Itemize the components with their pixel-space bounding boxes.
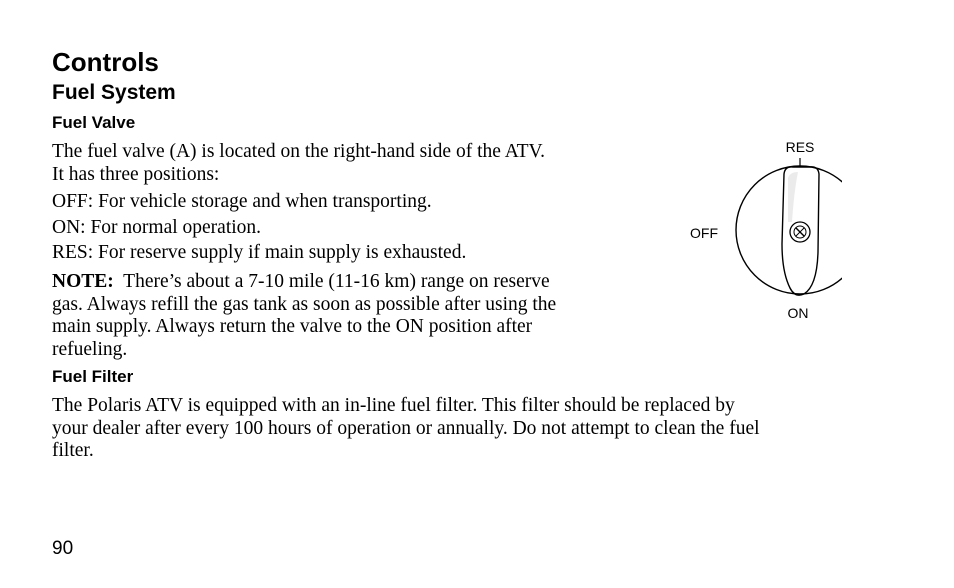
fuel-valve-diagram (682, 132, 842, 332)
note-paragraph (52, 271, 556, 361)
label-off: OFF (690, 225, 718, 241)
fuel-valve-intro (52, 141, 545, 186)
intro-line: It has three positions: (52, 163, 220, 185)
note-line: refueling. (52, 338, 128, 360)
position-res: RES: For reserve supply if main supply is exhausted. (52, 242, 467, 263)
note-text: There’s about a 7-10 mile (11-16 km) range on reserve (113, 271, 550, 292)
label-res: RES (785, 139, 815, 155)
section-title: Controls (52, 47, 159, 77)
filter-line: The Polaris ATV is equipped with an in-line fuel filter. This filter should be replaced by (52, 395, 735, 416)
position-off: OFF: For vehicle storage and when transporting. (52, 191, 432, 212)
position-on: ON: For normal operation. (52, 217, 262, 238)
note-label: NOTE: (52, 271, 114, 292)
note-line: main supply. Always return the valve to the ON position after (52, 316, 533, 337)
note-line (52, 271, 556, 294)
label-on: ON (787, 305, 809, 321)
intro-line: The fuel valve (A) is located on the right-hand side of the ATV. (52, 141, 545, 162)
fuel-valve-heading: Fuel Valve (52, 113, 136, 132)
fuel-filter-heading: Fuel Filter (52, 367, 134, 386)
filter-line: your dealer after every 100 hours of operation or annually. Do not attempt to clean the fuel (52, 417, 760, 439)
subsection-title: Fuel System (52, 81, 176, 104)
fuel-filter-paragraph (52, 395, 760, 463)
filter-line: filter. (52, 440, 94, 461)
note-line: gas. Always refill the gas tank as soon as possible after using the (52, 293, 557, 315)
page-number: 90 (52, 538, 74, 559)
lever-shading (788, 172, 798, 222)
